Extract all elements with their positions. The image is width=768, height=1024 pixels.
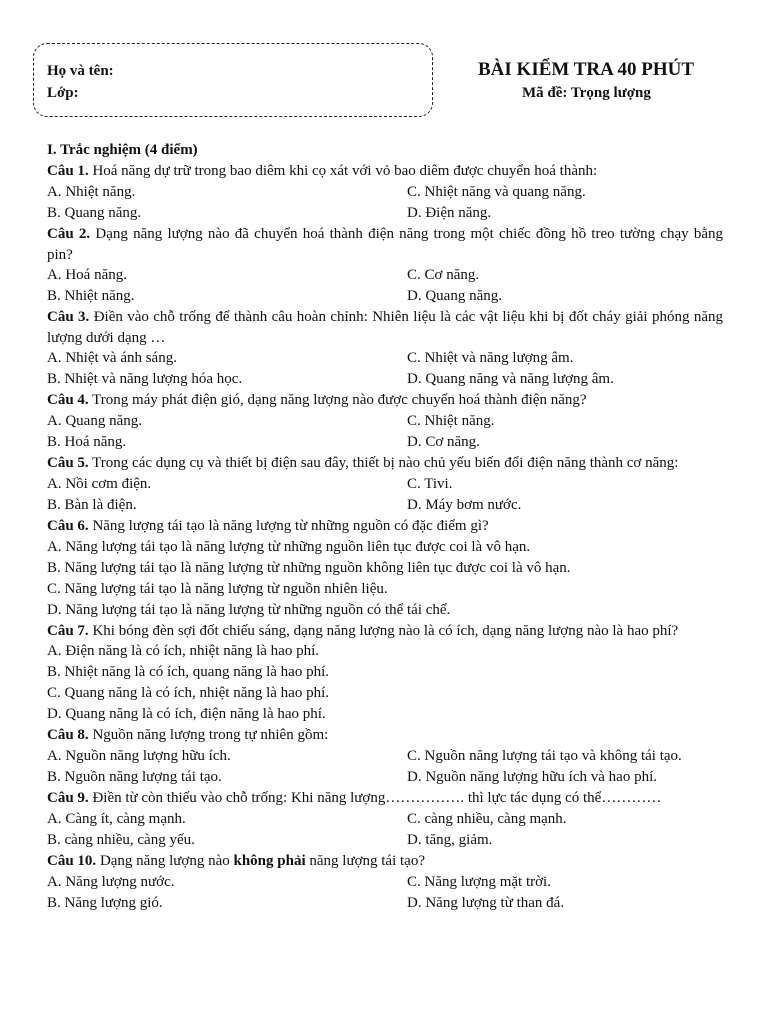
option: B. Nhiệt năng. (47, 288, 135, 304)
student-info-box (33, 43, 433, 117)
question-10 (47, 851, 723, 872)
option: D. Điện năng. (407, 205, 492, 221)
option: D. tăng, giảm. (407, 831, 493, 848)
options-row (47, 432, 723, 453)
question-number: Câu 4. (47, 392, 89, 408)
option: C. Năng lượng mặt trời. (407, 873, 551, 890)
option: D. Cơ năng. (407, 434, 480, 450)
option: B. Năng lượng gió. (47, 894, 163, 911)
option: B. Nhiệt và năng lượng hóa học. (47, 371, 243, 387)
option: B. Quang năng. (47, 205, 142, 221)
options-row (47, 474, 723, 495)
options-row (47, 182, 723, 203)
option: A. Nhiệt và ánh sáng. (47, 350, 177, 366)
option: C. càng nhiều, càng mạnh. (407, 810, 567, 827)
option: A. Càng ít, càng mạnh. (47, 810, 186, 827)
option: A. Năng lượng tái tạo là năng lượng từ những nguồn liên tục được coi là vô hạn. (47, 538, 531, 555)
options-row (47, 495, 723, 516)
option: D. Máy bơm nước. (407, 496, 522, 513)
option: B. Năng lượng tái tạo là năng lượng từ những nguồn không liên tục được coi là vô hạn. (47, 559, 571, 576)
option: D. Năng lượng từ than đá. (407, 894, 565, 911)
question-text: Điền vào chỗ trống để thành câu hoàn chỉnh: Nhiên liệu là các vật liệu khi bị đốt cháy giải phóng năng lượng dưới dạng … (47, 309, 723, 346)
class-label: Lớp: (47, 85, 79, 101)
question-text: Dạng năng lượng nào (96, 852, 234, 869)
option: C. Nhiệt năng. (407, 413, 495, 429)
question-number: Câu 10. (47, 852, 97, 869)
option: A. Hoá năng. (47, 267, 127, 283)
question-number: Câu 5. (47, 455, 89, 471)
question-text: Điền từ còn thiếu vào chỗ trống: Khi năng lượng……………. thì lực tác dụng có thể………… (88, 790, 662, 806)
option: B. Hoá năng. (47, 434, 127, 450)
option: D. Quang năng và năng lượng âm. (407, 371, 614, 387)
question-text-emphasis: không phải (233, 852, 306, 869)
question-5 (47, 453, 723, 474)
option: B. càng nhiều, càng yếu. (47, 831, 195, 848)
question-number: Câu 9. (47, 790, 89, 806)
options-row (47, 809, 723, 830)
option: D. Quang năng là có ích, điện năng là hao phí. (47, 706, 326, 722)
options-row (47, 265, 723, 286)
option: A. Điện năng là có ích, nhiệt năng là hao phí. (47, 643, 320, 659)
question-number: Câu 2. (47, 226, 91, 242)
question-number: Câu 8. (47, 727, 89, 743)
option: B. Nhiệt năng là có ích, quang năng là hao phí. (47, 664, 330, 680)
options-row (47, 746, 723, 767)
question-text: Hoá năng dự trữ trong bao diêm khi cọ xát với vỏ bao diêm được chuyển hoá thành: (88, 163, 598, 179)
option: C. Cơ năng. (407, 267, 480, 283)
question-text: Trong các dụng cụ và thiết bị điện sau đây, thiết bị nào chủ yếu biến đổi điện năng thành cơ năng: (88, 455, 679, 471)
option: A. Quang năng. (47, 413, 142, 429)
option: C. Tivi. (407, 475, 453, 492)
question-text: Năng lượng tái tạo là năng lượng từ những nguồn có đặc điểm gì? (88, 517, 489, 534)
question-9 (47, 788, 723, 809)
option: C. Nhiệt năng và quang năng. (407, 184, 586, 200)
name-label: Họ và tên: (47, 63, 114, 79)
option: A. Nồi cơm điện. (47, 475, 152, 492)
options-row (47, 767, 723, 788)
option: C. Năng lượng tái tạo là năng lượng từ nguồn nhiên liệu. (47, 580, 388, 597)
question-text: Nguồn năng lượng trong tự nhiên gồm: (88, 727, 329, 743)
question-number: Câu 1. (47, 163, 89, 179)
question-6 (47, 516, 723, 537)
question-text: Trong máy phát điện gió, dạng năng lượng nào được chuyển hoá thành điện năng? (88, 392, 587, 408)
question-text: Khi bóng đèn sợi đốt chiếu sáng, dạng năng lượng nào là có ích, dạng năng lượng nào là hao phí? (88, 622, 679, 639)
option: C. Nguồn năng lượng tái tạo và không tái tạo. (407, 748, 682, 764)
options-row (47, 893, 723, 914)
option: A. Nguồn năng lượng hữu ích. (47, 748, 231, 764)
options-row (47, 872, 723, 893)
option: A. Nhiệt năng. (47, 184, 136, 200)
section-heading: I. Trắc nghiệm (4 điểm) (47, 142, 198, 158)
question-4 (47, 390, 723, 411)
option: C. Quang năng là có ích, nhiệt năng là hao phí. (47, 685, 330, 701)
question-8 (47, 725, 723, 746)
option: B. Bàn là điện. (47, 496, 137, 513)
option: D. Quang năng. (407, 288, 502, 304)
option: D. Năng lượng tái tạo là năng lượng từ những nguồn có thể tái chế. (47, 601, 451, 618)
options-row (47, 286, 723, 307)
exam-title: BÀI KIỂM TRA 40 PHÚT (478, 59, 695, 80)
options-row (47, 411, 723, 432)
option: B. Nguồn năng lượng tái tạo. (47, 769, 222, 785)
options-row (47, 348, 723, 369)
question-7 (47, 621, 723, 642)
exam-content (47, 140, 723, 914)
options-row (47, 203, 723, 224)
option: A. Năng lượng nước. (47, 873, 175, 890)
question-text: năng lượng tái tạo? (305, 852, 425, 869)
question-1 (47, 161, 723, 182)
option: D. Nguồn năng lượng hữu ích và hao phí. (407, 769, 657, 785)
question-3 (47, 307, 723, 348)
question-2 (47, 224, 723, 265)
option: C. Nhiệt và năng lượng âm. (407, 350, 574, 366)
question-number: Câu 6. (47, 517, 89, 534)
options-row (47, 830, 723, 851)
question-text: Dạng năng lượng nào đã chuyển hoá thành điện năng trong một chiếc đồng hồ treo tường chạy bằng pin? (47, 226, 723, 263)
exam-code: Mã đề: Trọng lượng (522, 85, 651, 101)
question-number: Câu 3. (47, 309, 90, 325)
question-number: Câu 7. (47, 622, 89, 639)
options-row (47, 369, 723, 390)
